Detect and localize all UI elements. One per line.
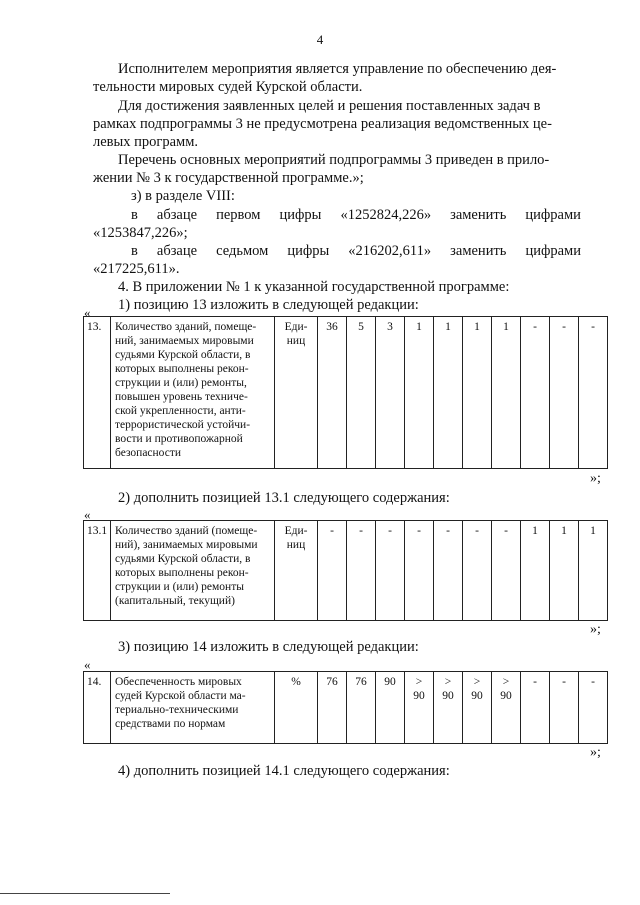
value-cell: - bbox=[579, 672, 608, 744]
para2-line1: Для достижения заявленных целей и решения поставленных задач в bbox=[118, 98, 541, 114]
footer-rule bbox=[0, 893, 170, 894]
value-cell: - bbox=[492, 521, 521, 621]
w: «216202,611» bbox=[348, 243, 432, 259]
unit bbox=[275, 521, 318, 621]
name-line: ской укрепленности, анти- bbox=[115, 405, 246, 417]
name-line: судьями Курской области, в bbox=[115, 349, 251, 361]
value-cell: 1 bbox=[579, 521, 608, 621]
value-cell: - bbox=[521, 317, 550, 469]
unit-line: ниц bbox=[286, 335, 306, 347]
replace1-tail: «1253847,226»; bbox=[93, 225, 188, 241]
name-line: которых выполнены рекон- bbox=[115, 567, 249, 579]
row-number: 14. bbox=[84, 672, 111, 744]
value-cell: - bbox=[434, 521, 463, 621]
w: абзаце bbox=[156, 243, 198, 259]
value-number: 90 bbox=[442, 690, 454, 702]
unit: % bbox=[275, 672, 318, 744]
value-cell: - bbox=[376, 521, 405, 621]
w: абзаце bbox=[156, 207, 198, 223]
w: цифрами bbox=[525, 207, 581, 223]
name-line: которых выполнены рекон- bbox=[115, 363, 249, 375]
indicator-name bbox=[111, 672, 275, 744]
value-cell bbox=[405, 672, 434, 744]
value-cell bbox=[492, 672, 521, 744]
value-cell: 90 bbox=[376, 672, 405, 744]
open-quote-13: « bbox=[84, 305, 91, 320]
value-cell: 76 bbox=[347, 672, 376, 744]
unit bbox=[275, 317, 318, 469]
w: цифрами bbox=[525, 243, 581, 259]
row-number: 13. bbox=[84, 317, 111, 469]
replace2-line bbox=[131, 242, 581, 260]
item-z: з) в разделе VIII: bbox=[131, 188, 235, 204]
page-number: 4 bbox=[316, 32, 324, 47]
open-quote-14: « bbox=[84, 657, 91, 672]
w: цифры bbox=[287, 243, 330, 259]
sub2: 2) дополнить позицией 13.1 следующего содержания: bbox=[118, 490, 450, 506]
value-prefix: > bbox=[473, 676, 481, 688]
w: в bbox=[131, 207, 138, 223]
value-prefix: > bbox=[444, 676, 452, 688]
value-cell: 1 bbox=[521, 521, 550, 621]
sub4: 4) дополнить позицией 14.1 следующего содержания: bbox=[118, 763, 450, 779]
name-line: струкции и (или) ремонты bbox=[115, 581, 244, 593]
value-cell: 1 bbox=[434, 317, 463, 469]
para1-line2: тельности мировых судей Курской области. bbox=[93, 79, 363, 95]
unit-line: Еди- bbox=[284, 321, 308, 333]
open-quote-131: « bbox=[84, 507, 91, 522]
value-number: 90 bbox=[500, 690, 512, 702]
name-line: Обеспеченность мировых bbox=[115, 676, 242, 688]
name-line: Количество зданий (помеще- bbox=[115, 525, 258, 537]
indicator-name bbox=[111, 521, 275, 621]
value-cell: - bbox=[347, 521, 376, 621]
value-prefix: > bbox=[502, 676, 510, 688]
replace2-tail: «217225,611». bbox=[93, 261, 180, 277]
value-cell: - bbox=[550, 672, 579, 744]
unit-line: ниц bbox=[286, 539, 306, 551]
name-line: ний, занимаемых мировыми bbox=[115, 335, 254, 347]
w: седьмом bbox=[216, 243, 269, 259]
name-line: териально-техническими bbox=[115, 704, 239, 716]
close-quote-14: »; bbox=[590, 745, 601, 760]
name-line: судей Курской области ма- bbox=[115, 690, 246, 702]
name-line: безопасности bbox=[115, 447, 182, 459]
para3-line2: жении № 3 к государственной программе.»; bbox=[93, 170, 364, 186]
table-14 bbox=[83, 671, 608, 744]
para1-line1: Исполнителем мероприятия является управление по обеспечению дея- bbox=[118, 61, 557, 77]
value-number: 90 bbox=[471, 690, 483, 702]
value-cell: 36 bbox=[318, 317, 347, 469]
value-cell: - bbox=[318, 521, 347, 621]
value-cell: - bbox=[550, 317, 579, 469]
name-line: ний), занимаемых мировыми bbox=[115, 539, 258, 551]
name-line: вости и противопожарной bbox=[115, 433, 243, 445]
para2-line3: левых программ. bbox=[93, 134, 199, 150]
row-number: 13.1 bbox=[84, 521, 111, 621]
para3-line1: Перечень основных мероприятий подпрограммы 3 приведен в прило- bbox=[118, 152, 550, 168]
name-line: повышен уровень техниче- bbox=[115, 391, 248, 403]
value-cell: - bbox=[579, 317, 608, 469]
value-cell: 5 bbox=[347, 317, 376, 469]
table-13-1 bbox=[83, 520, 608, 621]
table-13 bbox=[83, 316, 608, 469]
value-cell bbox=[463, 672, 492, 744]
value-cell: - bbox=[405, 521, 434, 621]
close-quote-13: »; bbox=[590, 471, 601, 486]
w: заменить bbox=[450, 243, 507, 259]
name-line: террористической устойчи- bbox=[115, 419, 251, 431]
para2-line2: рамках подпрограммы 3 не предусмотрена реализация ведомственных це- bbox=[93, 116, 552, 132]
value-number: 90 bbox=[413, 690, 425, 702]
unit-line: Еди- bbox=[284, 525, 308, 537]
value-cell bbox=[434, 672, 463, 744]
w: заменить bbox=[450, 207, 507, 223]
sub1: 1) позицию 13 изложить в следующей редакции: bbox=[118, 297, 419, 313]
w: цифры bbox=[279, 207, 322, 223]
name-line: средствами по нормам bbox=[115, 718, 226, 730]
item4: 4. В приложении № 1 к указанной государственной программе: bbox=[118, 279, 510, 295]
value-cell: 1 bbox=[550, 521, 579, 621]
name-line: струкции и (или) ремонты, bbox=[115, 377, 247, 389]
w: «1252824,226» bbox=[340, 207, 432, 223]
value-cell: 1 bbox=[405, 317, 434, 469]
value-cell: 3 bbox=[376, 317, 405, 469]
indicator-name bbox=[111, 317, 275, 469]
replace1-line bbox=[131, 206, 581, 224]
close-quote-131: »; bbox=[590, 622, 601, 637]
name-line: (капитальный, текущий) bbox=[115, 595, 235, 607]
w: первом bbox=[216, 207, 261, 223]
value-cell: 1 bbox=[463, 317, 492, 469]
name-line: Количество зданий, помеще- bbox=[115, 321, 257, 333]
value-prefix: > bbox=[415, 676, 423, 688]
value-cell: - bbox=[521, 672, 550, 744]
sub3: 3) позицию 14 изложить в следующей редакции: bbox=[118, 639, 419, 655]
name-line: судьями Курской области, в bbox=[115, 553, 251, 565]
value-cell: 1 bbox=[492, 317, 521, 469]
value-cell: 76 bbox=[318, 672, 347, 744]
w: в bbox=[131, 243, 138, 259]
value-cell: - bbox=[463, 521, 492, 621]
